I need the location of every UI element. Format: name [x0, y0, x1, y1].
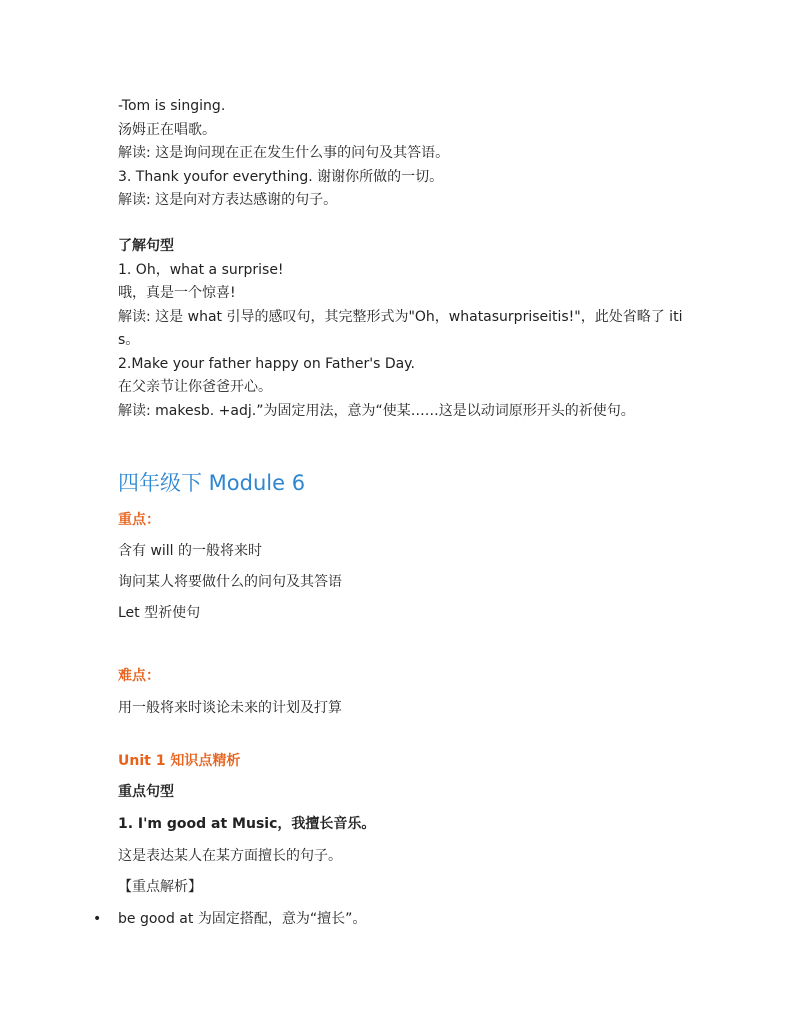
module-heading: 四年级下 Module 6: [118, 471, 306, 495]
unit-title: Unit 1 知识点精析: [118, 753, 241, 769]
difficult-points-label: 难点：: [118, 668, 160, 684]
text-line: 2.Make your father happy on Father's Day.: [118, 355, 415, 372]
bullet-marker: •: [93, 911, 102, 927]
text-line: 解读: 这是向对方表达感谢的句子。: [118, 192, 338, 208]
key-point-item: 含有 will 的一般将来时: [118, 543, 263, 559]
text-line: 1. Oh，what a surprise!: [118, 261, 284, 278]
bullet-item: be good at 为固定搭配，意为“擅长”。: [118, 911, 367, 927]
section-title: 了解句型: [118, 238, 174, 254]
text-line: 解读: makesb. +adj.”为固定用法，意为“使某……这是以动词原形开头的祈使句。: [118, 402, 635, 419]
sentence-note: 这是表达某人在某方面擅长的句子。: [118, 848, 342, 864]
text-line: 哦，真是一个惊喜!: [118, 285, 236, 301]
difficult-point-item: 用一般将来时谈论未来的计划及打算: [118, 700, 342, 716]
text-line: 解读: 这是询问现在正在发生什么事的问句及其答语。: [118, 145, 450, 161]
text-block-2: [118, 235, 698, 423]
text-line: 在父亲节让你爸爸开心。: [118, 379, 272, 395]
key-sentence: 1. I'm good at Music，我擅长音乐。: [118, 816, 376, 832]
text-line: 3. Thank youfor everything. 谢谢你所做的一切。: [118, 168, 444, 185]
text-line: 解读: 这是 what 引导的感叹句，其完整形式为"Oh，whatasurpriseitis!"，此处省略了 itis。: [118, 308, 683, 348]
analysis-label: 【重点解析】: [118, 879, 202, 895]
text-block-1: [118, 95, 698, 213]
key-point-item: 询问某人将要做什么的问句及其答语: [118, 574, 342, 590]
text-line: 汤姆正在唱歌。: [118, 121, 216, 138]
key-points-label: 重点：: [118, 512, 160, 528]
text-line: -Tom is singing.: [118, 98, 226, 114]
pattern-title: 重点句型: [118, 784, 174, 800]
key-point-item: Let 型祈使句: [118, 605, 201, 621]
